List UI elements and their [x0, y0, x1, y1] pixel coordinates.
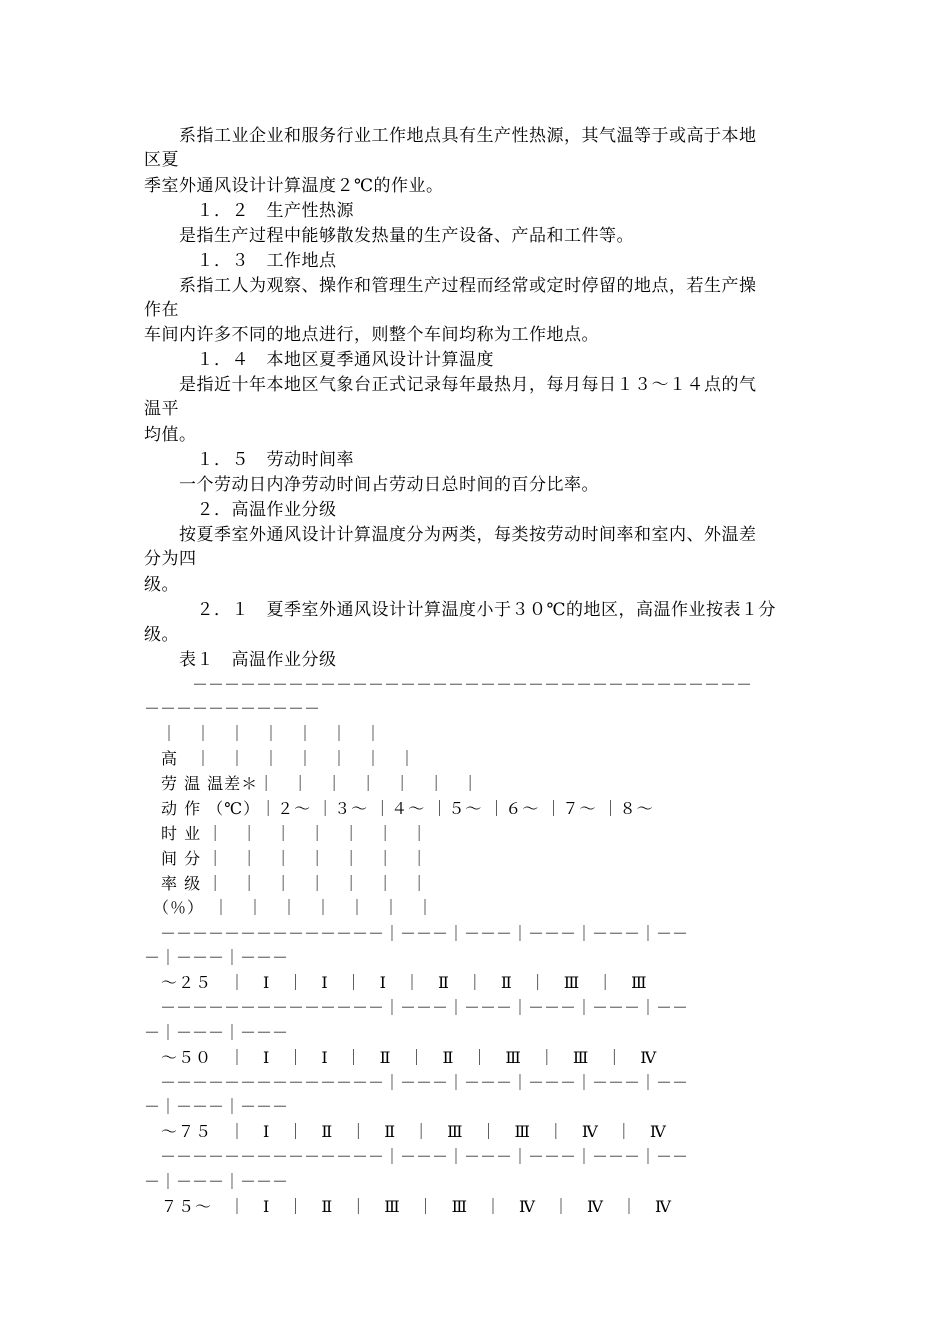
paragraph-line: 级。: [144, 575, 179, 595]
table-rule: －｜－－－｜－－－: [144, 1097, 289, 1116]
section-heading: １．３ 工作地点: [144, 251, 337, 271]
table-rule: －－－－－－－－－－－－－－｜－－－｜－－－｜－－－｜－－－｜－－: [144, 998, 689, 1017]
paragraph-line: 级。: [144, 625, 179, 645]
paragraph-line: 车间内许多不同的地点进行，则整个车间均称为工作地点。: [144, 325, 599, 345]
table-row: ～７５ ｜ Ⅰ ｜ Ⅱ ｜ Ⅱ ｜ Ⅲ ｜ Ⅲ ｜ Ⅳ ｜ Ⅳ: [144, 1122, 667, 1141]
section-heading: ２．高温作业分级: [144, 500, 337, 520]
table-header-line: 率 级 ｜ ｜ ｜ ｜ ｜ ｜ ｜: [144, 874, 429, 893]
table-header-line: 劳 温 温差＊｜ ｜ ｜ ｜ ｜ ｜ ｜: [144, 774, 480, 793]
paragraph-line: 季室外通风设计计算温度２℃的作业。: [144, 176, 444, 196]
section-heading: １．４ 本地区夏季通风设计计算温度: [144, 350, 494, 370]
table-header-line: 动 作 （℃）｜２～ ｜３～ ｜４～ ｜５～ ｜６～ ｜７～ ｜８～: [144, 799, 654, 818]
table-header-line: 高 ｜ ｜ ｜ ｜ ｜ ｜ ｜: [144, 749, 417, 768]
section-heading: ２．１ 夏季室外通风设计计算温度小于３０℃的地区，高温作业按表１分: [144, 600, 777, 620]
table-header-line: 间 分 ｜ ｜ ｜ ｜ ｜ ｜ ｜: [144, 849, 429, 868]
paragraph-line: 温平: [144, 399, 179, 419]
table-header-line: （％） ｜ ｜ ｜ ｜ ｜ ｜ ｜: [144, 898, 435, 917]
table-rule: －｜－－－｜－－－: [144, 1023, 289, 1042]
paragraph-line: 是指近十年本地区气象台正式记录每年最热月，每月每日１３～１４点的气: [144, 375, 757, 395]
paragraph-line: 作在: [144, 300, 179, 320]
table-rule: －｜－－－｜－－－: [144, 948, 289, 967]
table-row: ～２５ ｜ Ⅰ ｜ Ⅰ ｜ Ⅰ ｜ Ⅱ ｜ Ⅱ ｜ Ⅲ ｜ Ⅲ: [144, 973, 648, 992]
table-header-line: 时 业 ｜ ｜ ｜ ｜ ｜ ｜ ｜: [144, 824, 429, 843]
table-rule: －｜－－－｜－－－: [144, 1172, 289, 1191]
table-rule: －－－－－－－－－－－－－－｜－－－｜－－－｜－－－｜－－－｜－－: [144, 1073, 689, 1092]
paragraph-line: 均值。: [144, 425, 197, 445]
paragraph-line: 分为四: [144, 549, 197, 569]
paragraph-line: 区夏: [144, 150, 179, 170]
paragraph-line: 是指生产过程中能够散发热量的生产设备、产品和工件等。: [144, 226, 634, 246]
table-row: ７５～ ｜ Ⅰ ｜ Ⅱ ｜ Ⅲ ｜ Ⅲ ｜ Ⅳ ｜ Ⅳ ｜ Ⅳ: [144, 1197, 673, 1216]
paragraph-line: 系指工业企业和服务行业工作地点具有生产性热源，其气温等于或高于本地: [144, 126, 757, 146]
paragraph-line: 一个劳动日内净劳动时间占劳动日总时间的百分比率。: [144, 475, 599, 495]
section-heading: １．５ 劳动时间率: [144, 450, 354, 470]
table-rule: －－－－－－－－－－－－－－｜－－－｜－－－｜－－－｜－－－｜－－: [144, 924, 689, 943]
table-caption: 表１ 高温作业分级: [144, 650, 337, 670]
table-rule: －－－－－－－－－－－－－－－－－－－－－－－－－－－－－－－－－－－: [144, 675, 753, 694]
table-rule: －－－－－－－－－－－: [144, 699, 321, 718]
section-heading: １．２ 生产性热源: [144, 201, 354, 221]
table-rule: －－－－－－－－－－－－－－｜－－－｜－－－｜－－－｜－－－｜－－: [144, 1147, 689, 1166]
paragraph-line: 按夏季室外通风设计计算温度分为两类，每类按劳动时间率和室内、外温差: [144, 525, 757, 545]
table-row: ～５０ ｜ Ⅰ ｜ Ⅰ ｜ Ⅱ ｜ Ⅱ ｜ Ⅲ ｜ Ⅲ ｜ Ⅳ: [144, 1048, 658, 1067]
paragraph-line: 系指工人为观察、操作和管理生产过程而经常或定时停留的地点，若生产操: [144, 276, 757, 296]
table-header-line: ｜ ｜ ｜ ｜ ｜ ｜ ｜: [144, 724, 383, 743]
